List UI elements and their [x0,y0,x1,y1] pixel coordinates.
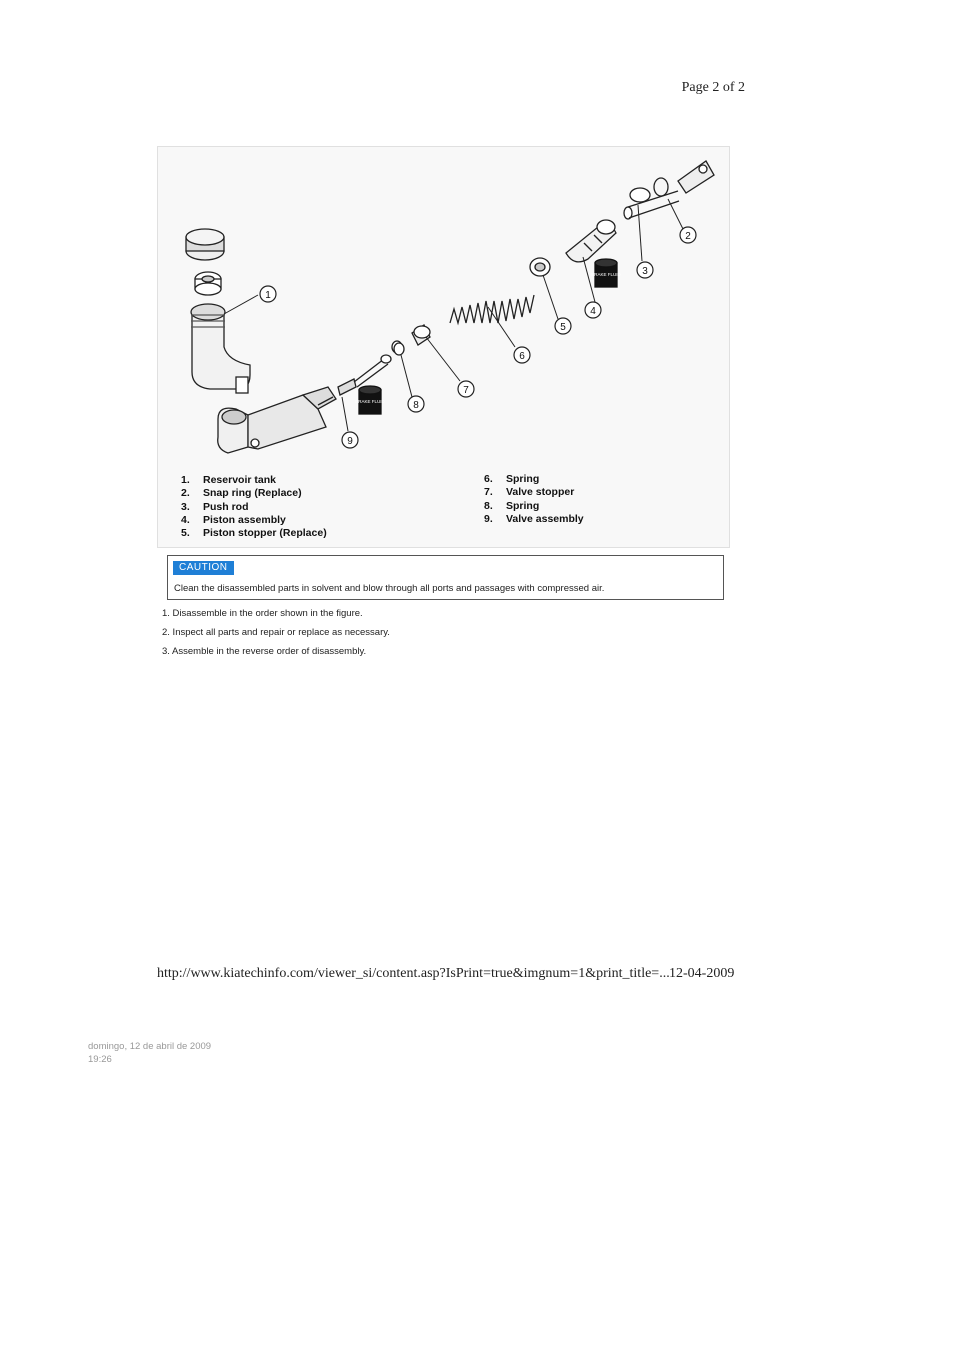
legend-item: 6. Spring [484,473,540,485]
print-date: domingo, 12 de abril de 2009 [88,1041,212,1052]
caution-text: Clean the disassembled parts in solvent and blow through all ports and passages with compressed air. [174,583,605,594]
footer-url: http://www.kiatechinfo.com/viewer_si/content.asp?IsPrint=true&imgnum=1&print_title=... [157,966,670,981]
svg-text:8: 8 [413,400,419,411]
svg-text:6: 6 [519,351,525,362]
procedure-steps [162,604,390,661]
legend-item: 5. Piston stopper (Replace) [181,527,327,540]
reservoir-cap-part [186,229,224,260]
legend-left [181,474,327,540]
legend-item: 2. Snap ring (Replace) [181,487,302,500]
print-time: 19:26 [88,1054,112,1065]
svg-text:2: 2 [685,231,691,242]
caution-badge: CAUTION [173,561,234,575]
caution-box [167,555,724,600]
reservoir-seal-part [195,272,221,295]
main-spring-part [450,295,534,323]
print-timestamp [88,1040,211,1066]
procedure-step: 3. Assemble in the reverse order of disassembly. [162,646,367,657]
callout-1 [260,286,276,302]
snap-ring-part [654,178,668,196]
piston-assembly-part [566,220,616,262]
page-number: Page 2 of 2 [681,80,745,95]
callout-8 [408,396,424,412]
svg-text:3: 3 [642,266,648,277]
footer-date: 12-04-2009 [669,966,735,981]
legend-right [484,473,584,526]
callout-5 [555,318,571,334]
procedure-step: 2. Inspect all parts and repair or replace as necessary. [162,627,390,638]
clutch-master-cylinder-body-part [218,387,336,453]
fluid-can-label-right: BRAKE FLUID [591,272,621,277]
clevis-part [678,161,714,193]
callout-6 [514,347,530,363]
legend-item: 8. Spring [484,499,540,512]
small-spring-part [392,341,404,355]
legend-item: 4. Piston assembly [181,513,286,526]
svg-text:1: 1 [265,290,271,301]
legend-item: 9. Valve assembly [484,512,584,525]
svg-text:9: 9 [347,436,353,447]
exploded-view-figure [157,146,730,548]
reservoir-tank-part [191,304,250,393]
callout-7 [458,381,474,397]
legend-item: 3. Push rod [181,500,249,513]
svg-text:7: 7 [463,385,469,396]
piston-stopper-part [530,258,550,276]
callout-3 [637,262,653,278]
procedure-step: 1. Disassemble in the order shown in the figure. [162,608,363,619]
svg-text:5: 5 [560,322,566,333]
valve-stopper-part [412,325,430,345]
legend-item: 1. Reservoir tank [181,474,276,486]
callout-9 [342,432,358,448]
callout-2 [680,227,696,243]
svg-text:4: 4 [590,306,596,317]
legend-item: 7. Valve stopper [484,486,575,499]
fluid-can-label-left: BRAKE FLUID [355,399,385,404]
callout-4 [585,302,601,318]
